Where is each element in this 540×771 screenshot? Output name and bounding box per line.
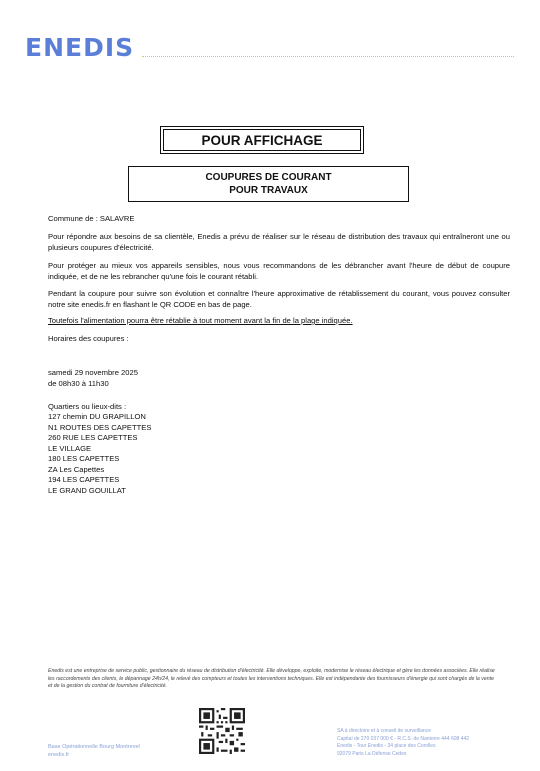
- horaires-label: Horaires des coupures :: [48, 334, 129, 343]
- footer-capital: Capital de 270 037 000 € - R.C.S. de Nanterre 444 608 442: [337, 735, 470, 742]
- subtitle-line1: COUPURES DE COURANT: [205, 172, 332, 183]
- subtitle-line2: POUR TRAVAUX: [229, 185, 308, 196]
- paragraph-4: Toutefois l'alimentation pourra être rétablie à tout moment avant la fin de la plage indiquée.: [48, 316, 353, 325]
- title: POUR AFFICHAGE: [163, 129, 361, 151]
- footer-website-link[interactable]: enedis.fr: [48, 752, 70, 758]
- list-item: ZA Les Capettes: [48, 464, 105, 474]
- list-item: 194 LES CAPETTES: [48, 475, 120, 484]
- footer-legal-text: Enedis est une entreprise de service public, gestionnaire du réseau de distribution d'électricité. Elle développe, exploite, modernise le réseau électrique et gère les données associées. Elle réalise les raccordements des clients, le dépannage 24h/24, le relevé des compteurs et toutes les interventions techniques. Elle est indépendante des fournisseurs d'énergie qui sont chargés de la vente et de la gestion du contrat de fourniture d'électricité.: [48, 668, 495, 689]
- quartiers-label: Quartiers ou lieux-dits :: [48, 402, 127, 411]
- enedis-logo: ENEDIS: [25, 33, 135, 62]
- subtitle-box: [128, 166, 409, 202]
- footer-site-name: Base Opérationnelle Bourg Montrevel: [48, 744, 140, 750]
- commune: Commune de : SALAVRE: [48, 214, 135, 223]
- list-item: 180 LES CAPETTES: [48, 454, 120, 463]
- paragraph-2: Pour protéger au mieux vos appareils sensibles, nous vous recommandons de les débrancher avant l'heure de début de coupure indiquée, et de ne les rebrancher qu'une fois le courant rétabli.: [48, 261, 510, 281]
- qr-code-icon[interactable]: [199, 708, 245, 754]
- footer-address-line1: Enedis - Tour Enedis - 34 place des Corolles: [337, 743, 436, 749]
- list-item: LE VILLAGE: [48, 443, 92, 453]
- footer-company-form: SA à directoire et à conseil de surveillance: [337, 728, 431, 734]
- list-item: LE GRAND GOUILLAT: [48, 485, 126, 495]
- footer-right: [337, 728, 469, 758]
- outage-date: samedi 29 novembre 2025: [48, 368, 138, 377]
- outage-time: de 08h30 à 11h30: [48, 379, 109, 388]
- quartiers-list: [48, 412, 510, 496]
- list-item: 260 RUE LES CAPETTES: [48, 433, 138, 442]
- list-item: N1 ROUTES DES CAPETTES: [48, 422, 152, 432]
- header-rule: [142, 56, 514, 57]
- paragraph-1: Pour répondre aux besoins de sa clientèle, Enedis a prévu de réaliser sur le réseau de distribution des travaux qui entraîneront une ou plusieurs coupures d'électricité.: [48, 232, 510, 252]
- list-item: 127 chemin DU GRAPILLON: [48, 412, 146, 421]
- title-box: [160, 126, 364, 154]
- paragraph-3: Pendant la coupure pour suivre son évolution et connaître l'heure approximative de rétablissement du courant, vous pouvez consulter notre site enedis.fr en flashant le QR CODE en bas de page.: [48, 289, 510, 309]
- footer-address-line2: 92079 Paris La Défense Cedex: [337, 750, 407, 757]
- footer-left: [48, 743, 140, 759]
